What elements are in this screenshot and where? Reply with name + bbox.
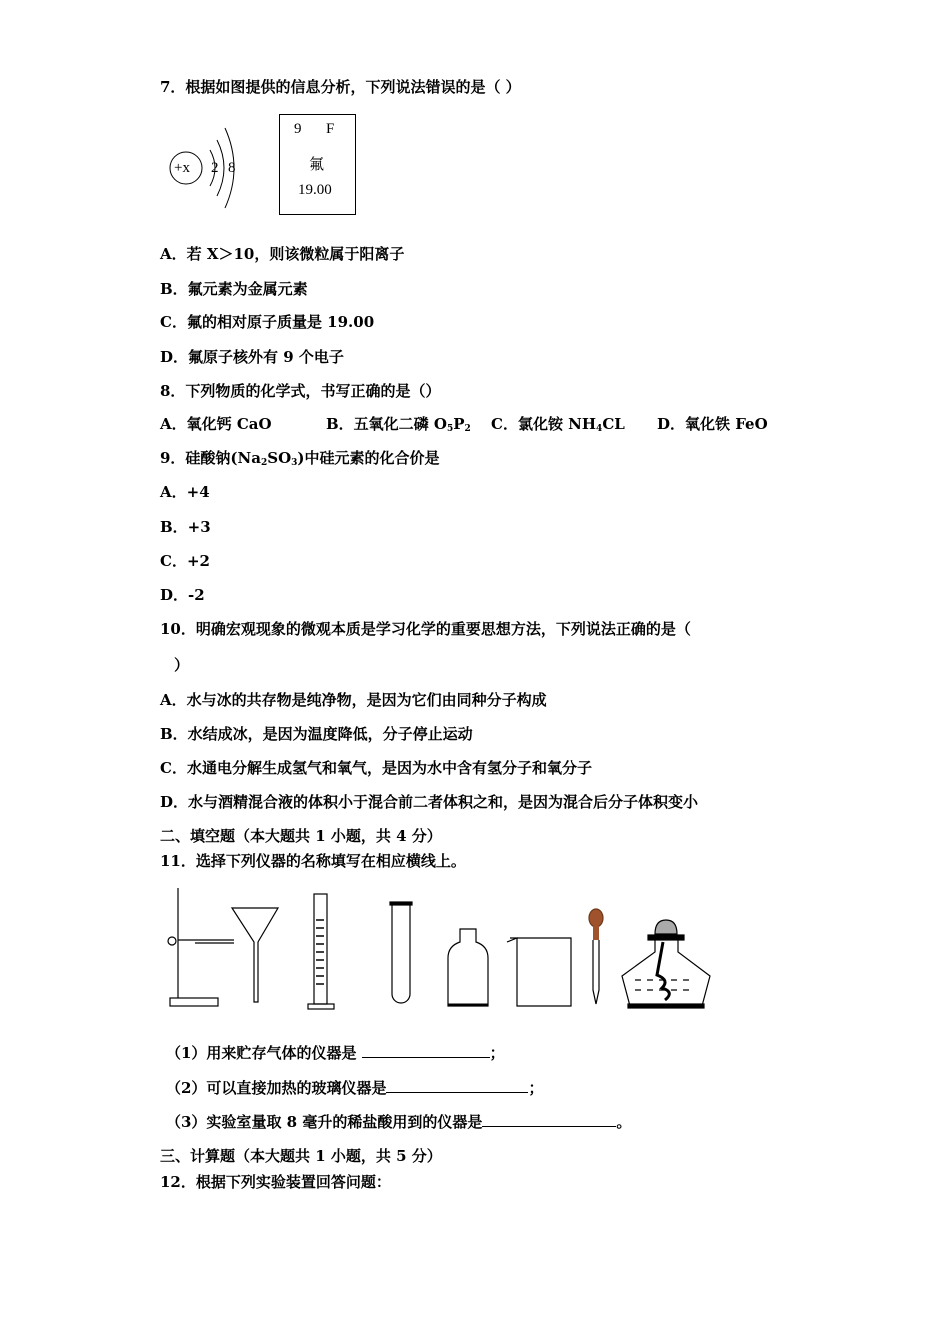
q7-option-d: D．氟原子核外有 9 个电子 xyxy=(160,348,344,366)
q8-option-d: D．氧化铁 FeO xyxy=(657,415,768,433)
beaker-icon xyxy=(507,938,571,1006)
element-symbol: F xyxy=(326,121,335,137)
question-12-stem: 12．根据下列实验装置回答问题： xyxy=(160,1173,391,1191)
q7-option-b: B．氟元素为金属元素 xyxy=(160,280,308,298)
iron-stand-icon xyxy=(168,888,234,1006)
question-8-stem: 8．下列物质的化学式，书写正确的是（） xyxy=(160,382,441,400)
answer-blank-2[interactable] xyxy=(386,1078,528,1093)
gas-jar-icon xyxy=(448,929,488,1006)
dropper-icon xyxy=(589,909,603,1004)
q7-option-c: C．氟的相对原子质量是 19.00 xyxy=(160,313,375,331)
shell-1-electrons: 2 xyxy=(211,160,219,176)
q11-blank-2: （2）可以直接加热的玻璃仪器是 ； xyxy=(166,1079,544,1097)
q9-option-d: D．-2 xyxy=(160,586,205,604)
element-card-fluorine xyxy=(279,114,356,215)
answer-blank-3[interactable] xyxy=(482,1112,616,1127)
question-10-stem: 10．明确宏观现象的微观本质是学习化学的重要思想方法，下列说法正确的是（ xyxy=(160,620,691,638)
lab-instruments-figure xyxy=(150,880,720,1010)
question-9-stem: 9．硅酸钠$(Na_2SO_3)$中硅元素的化合价是 xyxy=(160,449,440,468)
shell-2-electrons: 8 xyxy=(228,160,236,176)
q11-blank-3: （3）实验室量取 8 毫升的稀盐酸用到的仪器是 。 xyxy=(166,1113,632,1131)
q9-option-c: C．+2 xyxy=(160,552,210,570)
section-3-heading: 三、计算题（本大题共 1 小题，共 5 分） xyxy=(160,1147,442,1165)
q7-option-a: A．若 X＞10，则该微粒属于阳离子 xyxy=(160,245,405,263)
question-10-stem-cont: ） xyxy=(174,656,190,674)
question-11-stem: 11．选择下列仪器的名称填写在相应横线上。 xyxy=(160,852,466,870)
question-7-stem: 7．根据如图提供的信息分析，下列说法错误的是（ ） xyxy=(160,78,521,96)
q8-option-a: A．氧化钙 CaO xyxy=(160,415,272,433)
q10-option-d: D．水与酒精混合液的体积小于混合前二者体积之和，是因为混合后分子体积变小 xyxy=(160,793,699,811)
element-name: 氟 xyxy=(309,157,325,173)
atomic-number: 9 xyxy=(294,121,302,137)
atomic-mass: 19.00 xyxy=(298,182,332,198)
answer-blank-1[interactable] xyxy=(362,1043,490,1058)
q10-option-a: A．水与冰的共存物是纯净物，是因为它们由同种分子构成 xyxy=(160,691,547,709)
alcohol-lamp-icon xyxy=(622,920,710,1008)
q9-option-b: B．+3 xyxy=(160,518,211,536)
q10-option-b: B．水结成冰，是因为温度降低，分子停止运动 xyxy=(160,725,473,743)
section-2-heading: 二、填空题（本大题共 1 小题，共 4 分） xyxy=(160,827,442,845)
q8-option-c: C．氯化铵 $NH_4CL$ xyxy=(491,415,625,434)
q10-option-c: C．水通电分解生成氢气和氧气，是因为水中含有氢分子和氧分子 xyxy=(160,759,592,777)
test-tube-icon xyxy=(390,902,412,1003)
q9-option-a: A．+4 xyxy=(160,483,210,501)
q11-blank-1: （1）用来贮存气体的仪器是 ； xyxy=(166,1044,505,1062)
graduated-cylinder-icon xyxy=(308,894,334,1009)
nucleus-charge: +x xyxy=(174,160,190,176)
q8-option-b: B．五氧化二磷 $O_5P_2$ xyxy=(326,415,471,434)
funnel-icon xyxy=(232,908,278,1002)
